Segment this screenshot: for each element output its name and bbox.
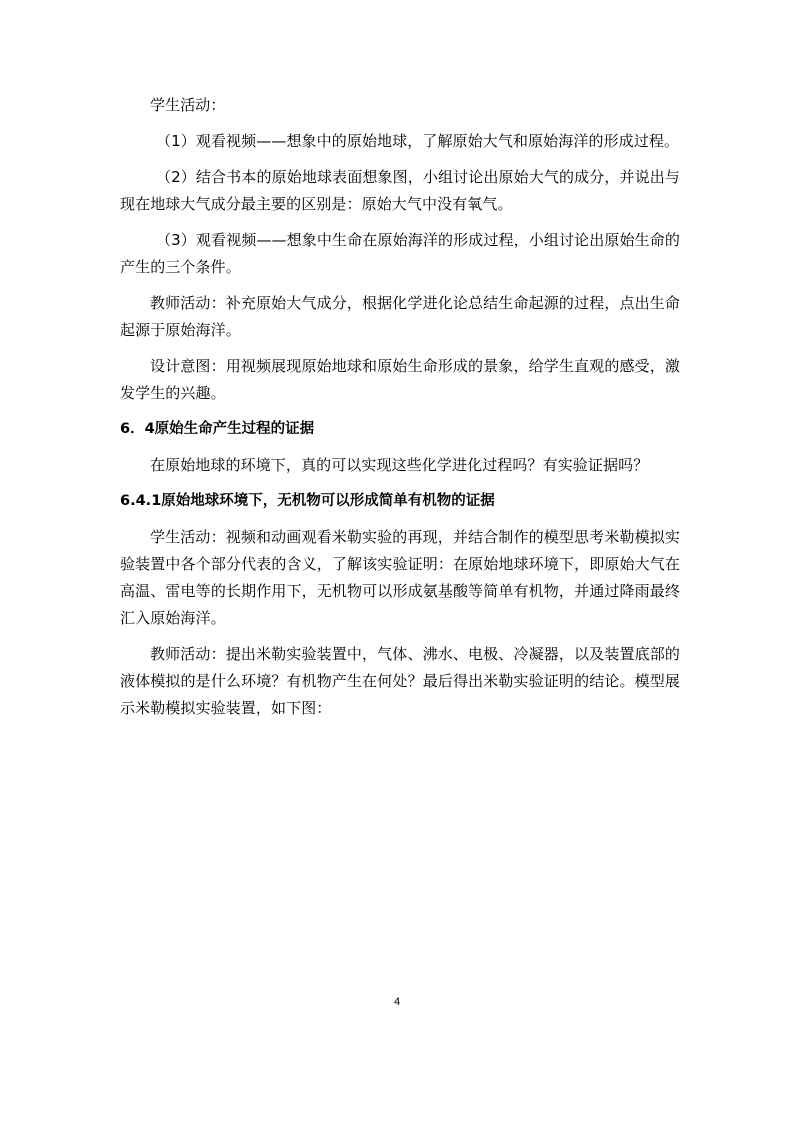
page-content [120,92,680,731]
page-number: 4 [393,996,401,1008]
miller-student-activity-paragraph: 学生活动：视频和动画观看米勒实验的再现，并结合制作的模型思考米勒模拟实验装置中各个部分代表的含义，了解该实验证明：在原始地球环境下，即原始大气在高温、雷电等的长期作用下，无机物可以形成氨基酸等简单有机物，并通过降雨最终汇入原始海洋。 [120,528,680,627]
activity-item-2: （2）结合书本的原始地球表面想象图，小组讨论出原始大气的成分，并说出与现在地球大气成分最主要的区别是：原始大气中没有氧气。 [120,168,680,213]
design-intent-paragraph: 设计意图：用视频展现原始地球和原始生命形成的景象，给学生直观的感受，激发学生的兴趣。 [120,357,680,402]
miller-teacher-activity-paragraph: 教师活动：提出米勒实验装置中，气体、沸水、电极、冷凝器，以及装置底部的液体模拟的是什么环境？有机物产生在何处？最后得出米勒实验证明的结论。模型展示米勒模拟实验装置，如下图： [120,645,680,717]
student-activity-label: 学生活动： [150,96,226,114]
teacher-activity-paragraph: 教师活动：补充原始大气成分，根据化学进化论总结生命起源的过程，点出生命起源于原始海洋。 [120,294,680,339]
activity-item-3: （3）观看视频——想象中生命在原始海洋的形成过程，小组讨论出原始生命的产生的三个条件。 [120,231,680,276]
section-heading-6-4-1: 6.4.1原始地球环境下，无机物可以形成简单有机物的证据 [120,493,495,509]
section-heading-6-4: 6．4原始生命产生过程的证据 [120,421,315,437]
question-paragraph: 在原始地球的环境下，真的可以实现这些化学进化过程吗？有实验证据吗？ [150,456,649,474]
activity-item-1: （1）观看视频——想象中的原始地球，了解原始大气和原始海洋的形成过程。 [156,132,680,150]
